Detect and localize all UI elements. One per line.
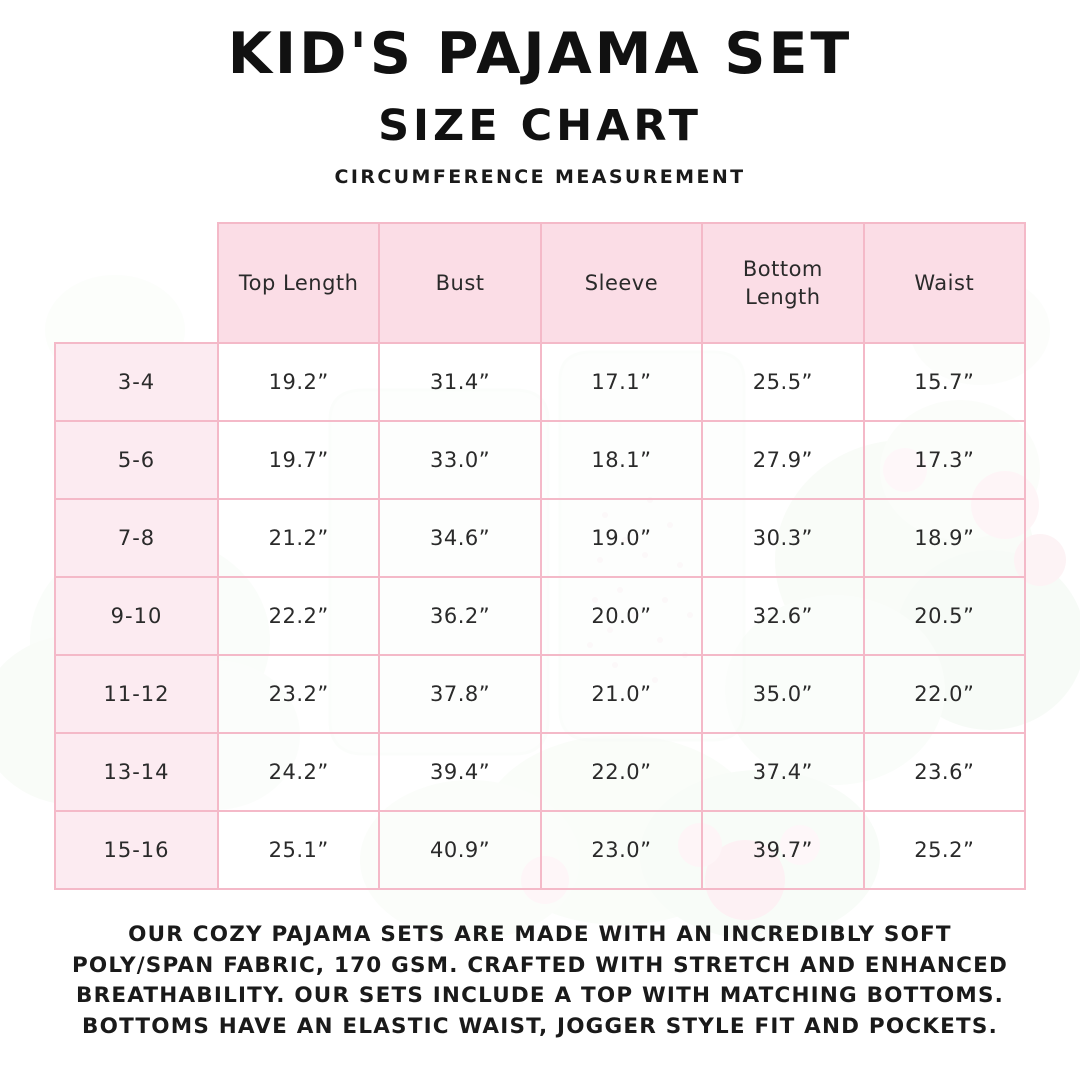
page-subtitle: SIZE CHART [378, 101, 702, 151]
table-head [55, 223, 1025, 343]
cell-top-length: 19.7” [218, 421, 379, 499]
row-header-size: 11-12 [55, 655, 218, 733]
row-header-size: 5-6 [55, 421, 218, 499]
size-chart-table [54, 222, 1026, 890]
cell-sleeve: 18.1” [541, 421, 702, 499]
column-header-bottom-length: Bottom Length [702, 223, 863, 343]
cell-waist: 22.0” [864, 655, 1025, 733]
table-header-row [55, 223, 1025, 343]
cell-bust: 39.4” [379, 733, 540, 811]
table-corner-cell [55, 223, 218, 343]
table-body [55, 343, 1025, 889]
cell-top-length: 25.1” [218, 811, 379, 889]
cell-sleeve: 23.0” [541, 811, 702, 889]
cell-bottom-length: 25.5” [702, 343, 863, 421]
cell-waist: 23.6” [864, 733, 1025, 811]
measurement-note: CIRCUMFERENCE MEASUREMENT [334, 166, 746, 188]
cell-bust: 36.2” [379, 577, 540, 655]
description-line: POLY/SPAN FABRIC, 170 GSM. CRAFTED WITH STRETCH AND ENHANCED [71, 952, 1009, 978]
cell-sleeve: 20.0” [541, 577, 702, 655]
row-header-size: 13-14 [55, 733, 218, 811]
row-header-size: 7-8 [55, 499, 218, 577]
row-header-size: 15-16 [55, 811, 218, 889]
cell-bust: 31.4” [379, 343, 540, 421]
size-chart-table-wrap [54, 222, 1026, 890]
column-header-waist: Waist [864, 223, 1025, 343]
page-title: KID'S PAJAMA SET [227, 21, 853, 87]
cell-top-length: 19.2” [218, 343, 379, 421]
cell-bottom-length: 35.0” [702, 655, 863, 733]
cell-waist: 20.5” [864, 577, 1025, 655]
cell-bust: 40.9” [379, 811, 540, 889]
chart-header [0, 0, 1080, 188]
column-header-bust: Bust [379, 223, 540, 343]
cell-bust: 33.0” [379, 421, 540, 499]
cell-top-length: 22.2” [218, 577, 379, 655]
cell-top-length: 24.2” [218, 733, 379, 811]
table-row [55, 811, 1025, 889]
cell-bottom-length: 27.9” [702, 421, 863, 499]
cell-top-length: 23.2” [218, 655, 379, 733]
cell-sleeve: 19.0” [541, 499, 702, 577]
cell-sleeve: 21.0” [541, 655, 702, 733]
table-row [55, 421, 1025, 499]
table-row [55, 577, 1025, 655]
cell-bottom-length: 39.7” [702, 811, 863, 889]
cell-waist: 25.2” [864, 811, 1025, 889]
cell-bottom-length: 30.3” [702, 499, 863, 577]
table-row [55, 655, 1025, 733]
row-header-size: 9-10 [55, 577, 218, 655]
cell-bottom-length: 37.4” [702, 733, 863, 811]
description-line: BREATHABILITY. OUR SETS INCLUDE A TOP WITH MATCHING BOTTOMS. [76, 983, 1004, 1009]
cell-sleeve: 17.1” [541, 343, 702, 421]
table-row [55, 499, 1025, 577]
column-header-sleeve: Sleeve [541, 223, 702, 343]
cell-waist: 18.9” [864, 499, 1025, 577]
cell-bust: 37.8” [379, 655, 540, 733]
column-header-top-length: Top Length [218, 223, 379, 343]
cell-waist: 17.3” [864, 421, 1025, 499]
row-header-size: 3-4 [55, 343, 218, 421]
table-row [55, 733, 1025, 811]
description-line: OUR COZY PAJAMA SETS ARE MADE WITH AN INCREDIBLY SOFT [128, 922, 952, 947]
description-line: BOTTOMS HAVE AN ELASTIC WAIST, JOGGER STYLE FIT AND POCKETS. [82, 1013, 998, 1039]
fabric-description [30, 920, 1050, 1042]
cell-sleeve: 22.0” [541, 733, 702, 811]
cell-waist: 15.7” [864, 343, 1025, 421]
table-row [55, 343, 1025, 421]
cell-bottom-length: 32.6” [702, 577, 863, 655]
cell-bust: 34.6” [379, 499, 540, 577]
cell-top-length: 21.2” [218, 499, 379, 577]
